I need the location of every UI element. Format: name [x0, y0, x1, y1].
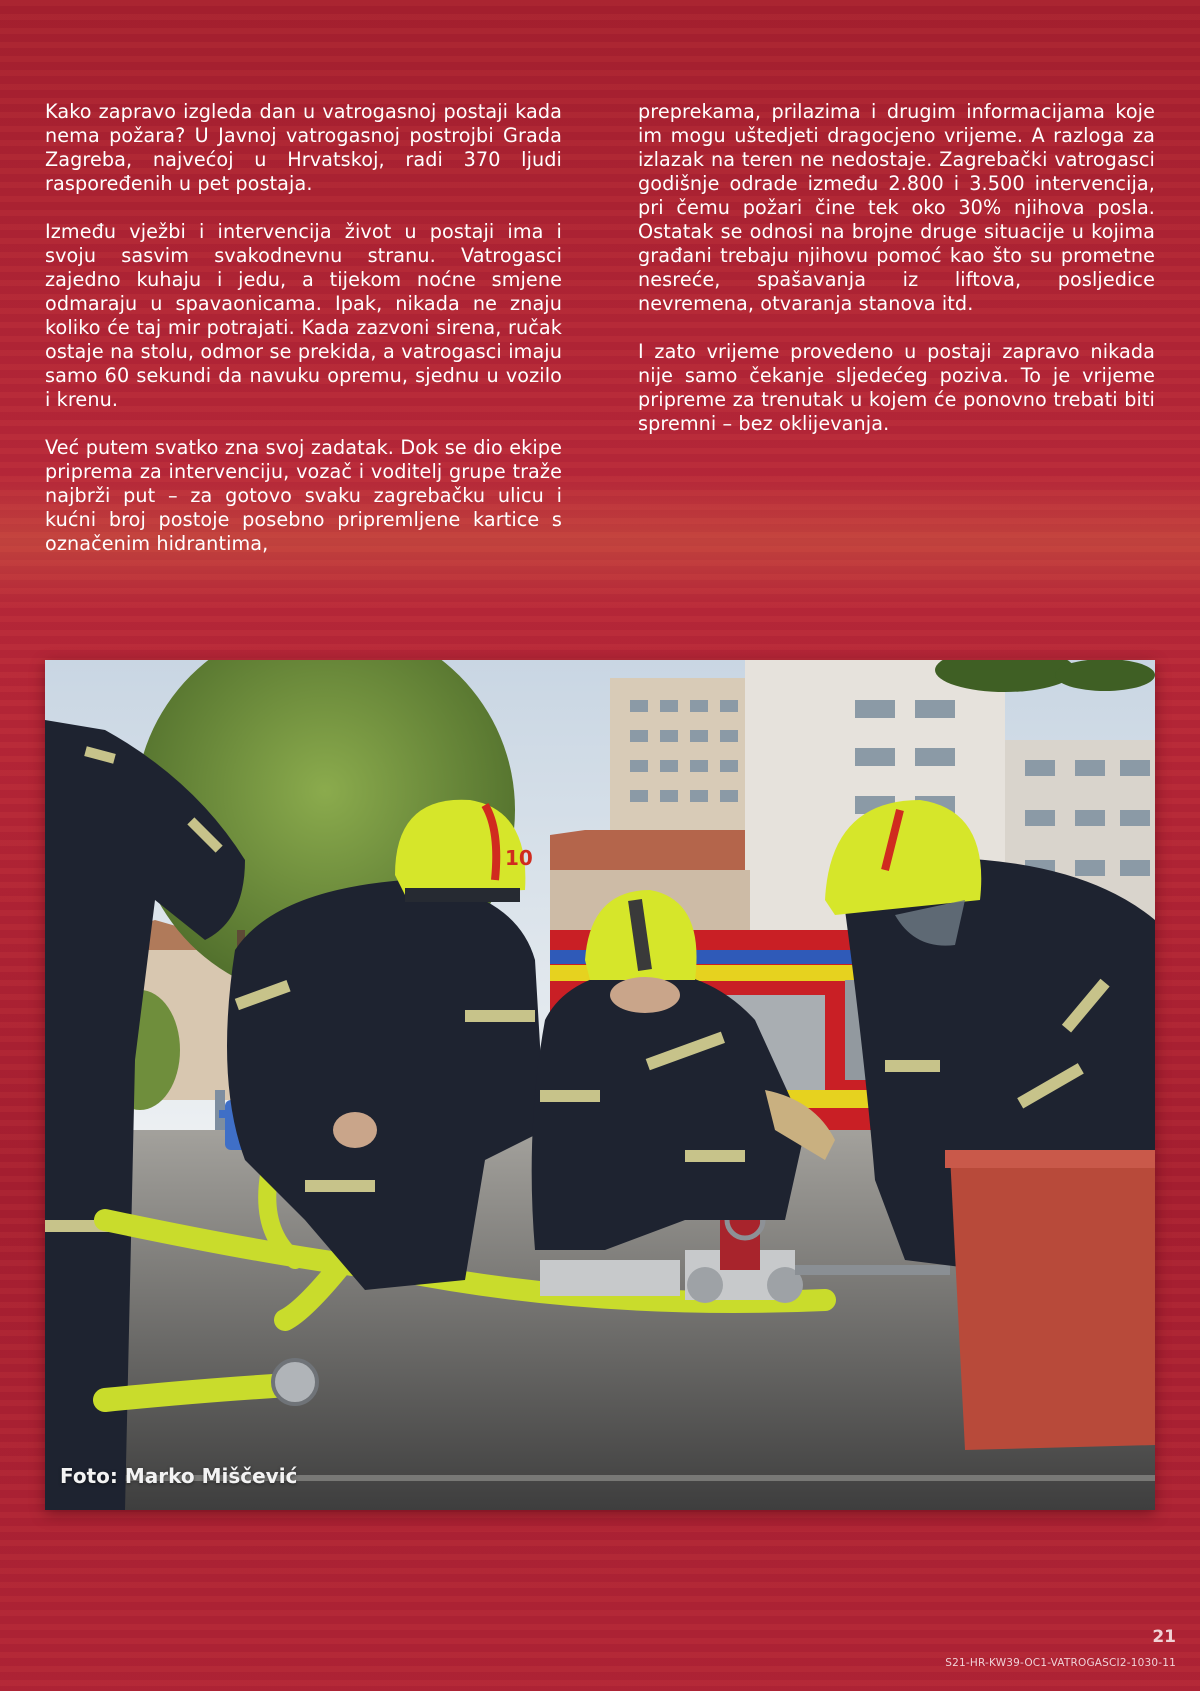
article-body	[45, 100, 1155, 556]
article-left-column	[45, 100, 562, 556]
article-paragraph: I zato vrijeme provedeno u postaji zapravo nikada nije samo čekanje sljedećeg poziva. To je vrijeme pripreme za trenutak u kojem će ponovno trebati biti spremni – bez oklijevanja.	[638, 340, 1155, 435]
article-paragraph: Kako zapravo izgleda dan u vatrogasnoj postaji kada nema požara? U Javnoj vatrogasnoj postrojbi Grada Zagreba, najvećoj u Hrvatskoj, radi 370 ljudi raspoređenih u pet postaja.	[45, 100, 562, 195]
article-paragraph: preprekama, prilazima i drugim informacijama koje im mogu uštedjeti dragocjeno vrijeme. A razloga za izlazak na teren ne nedostaje. Zagrebački vatrogasci godišnje odrade između 2.800 i 3.500 intervencija, pri čemu požari čine tek oko 30% njihova posla. Ostatak se odnosi na brojne druge situacije u kojima građani trebaju njihovu pomoć kao što su prometne nesreće, spašavanja iz liftova, posljedice nevremena, otvaranja stanova itd.	[638, 100, 1155, 315]
firefighters-photo	[45, 660, 1155, 1510]
hose-coupling	[273, 1360, 317, 1404]
article-paragraph: Već putem svatko zna svoj zadatak. Dok se dio ekipe priprema za intervenciju, vozač i voditelj grupe traže najbrži put – za gotovo svaku zagrebačku ulicu i kućni broj postoje posebno pripremljene kartice s označenim hidrantima,	[45, 436, 562, 555]
article-right-column	[638, 100, 1155, 556]
page-number: 21	[1152, 1627, 1176, 1647]
article-paragraph: Između vježbi i intervencija život u postaji ima i svoju sasvim svakodnevnu stranu. Vatrogasci zajedno kuhaju i jedu, a tijekom noćne smjene odmaraju u spavaonicama. Ipak, nikada ne znaju koliko će taj mir potrajati. Kada zazvoni sirena, ručak ostaje na stolu, odmor se prekida, a vatrogasci imaju samo 60 sekundi da navuku opremu, sjednu u vozilo i krenu.	[45, 220, 562, 411]
photo-credit: Foto: Marko Miščević	[60, 1464, 298, 1488]
helmet-number: 10	[505, 846, 533, 870]
photo-illustration	[45, 660, 1155, 1510]
page-code: S21-HR-KW39-OC1-VATROGASCI2-1030-11	[945, 1657, 1176, 1669]
flower-pot	[945, 1150, 1155, 1450]
